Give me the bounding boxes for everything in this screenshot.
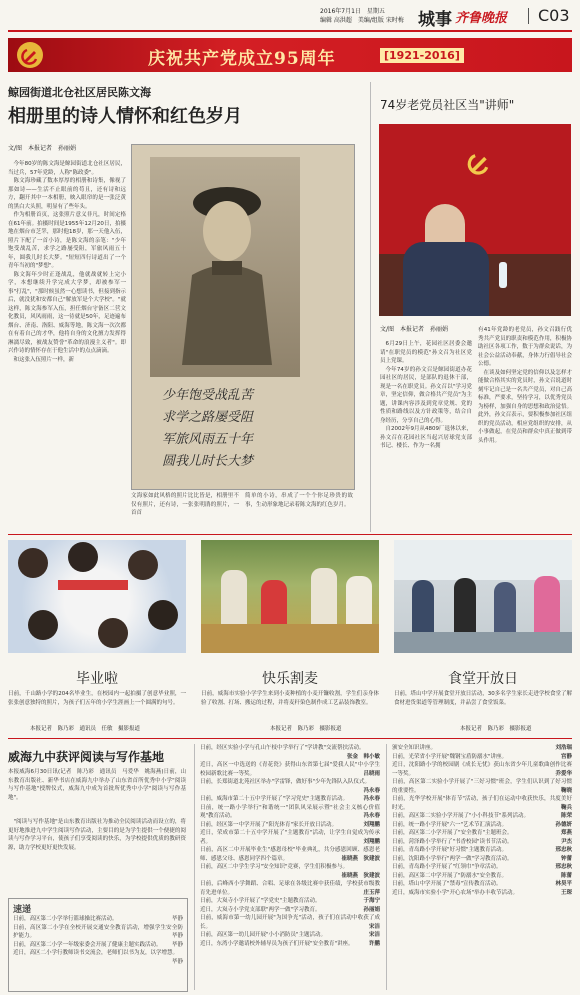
brief-item-author: 孙德妍 xyxy=(555,821,572,828)
photo-text: 日前，塔山中学开展食堂开放日活动，30多名学生家长走进学校食堂了解食材进货渠道等管理制度，并品尝了食堂饭菜。 xyxy=(394,691,572,706)
article-paragraph: 今年80岁的陈文海是鲸园街道北仓社区居民，当过兵，57年党龄，人称"陈政委"。 xyxy=(8,161,126,176)
brief-item xyxy=(200,931,380,940)
brief-item xyxy=(200,897,380,906)
wheat-harvest-photo xyxy=(201,540,379,653)
right-paragraph: 有41年党龄的老党员，孙文召践行优秀共产党员的职责和模范作用，积极协助社区各项工作，数于为群众说话，为社会公益活动奉献，身体力行倡导社会公德。 xyxy=(478,327,572,367)
brief-item-text: 日前，青岛路小学开展"好习惯"主题教育活动。 xyxy=(392,847,508,853)
brief-item-author: 郑燕 xyxy=(560,830,572,836)
photo-credit: 本报记者 陈乃彩 通讯员 任敏 摄影报道 xyxy=(30,726,141,732)
brief-item xyxy=(200,906,380,915)
photo-caption: 文海家如此风格的照片比比皆是，相册里不仅有照片，还有诗，一张张明鹃的照片，一首首 xyxy=(131,493,239,516)
brief-item-text: 日前，威海市第二十五中学开展了"学习党史"主题教育活动。 xyxy=(200,796,349,802)
brief-item-author: 王琛 xyxy=(560,889,572,896)
soldier-portrait-photo xyxy=(131,144,355,490)
brief-item-author: 于海宁 xyxy=(363,898,380,904)
brief-item xyxy=(392,795,572,812)
brief-item-text: 日前，高区二中开展毕业生"感恩母校"毕业典礼，共分感恩回顾、感恩老师、感恩父母、感恩同学四个篇章。 xyxy=(200,847,380,862)
anniversary-banner xyxy=(8,38,572,72)
brief-item-text: 日前，光荣省小学开展"魏钢宝盾防溺水"讲座。 xyxy=(392,753,508,760)
brief-item xyxy=(392,829,572,838)
graduation-photo xyxy=(8,540,186,653)
editor-credits: 编辑 高洪超 美编/组版 宋时梅 xyxy=(320,17,404,24)
brief-item xyxy=(392,761,572,778)
brief-item-author: 许鹏 xyxy=(368,940,380,947)
brief-item-text: 日前，长郑街道北苑社区举办"学雷锋，做好事"少年先锋队入队仪式。 xyxy=(200,779,371,785)
brief-item xyxy=(200,778,380,795)
brief-box-list xyxy=(13,915,183,966)
party-emblem-icon xyxy=(16,41,44,69)
brief-item xyxy=(200,863,380,880)
brief-box-text: 日前，高区第二小学一年级家委会开展了健康主题实践活动。 xyxy=(13,941,162,948)
brief-item-author: 冯永春 xyxy=(363,796,380,802)
brief-item-text: 日前，高区第二小学开展了"安全教育"主题班会。 xyxy=(392,830,513,836)
brief-box-item xyxy=(13,949,183,965)
poem-line: 少年饱受战乱苦 xyxy=(162,388,254,403)
brief-item-text: 日前，光华学校开展"体育节"活动，孩子们在运动中收获快乐，共度美好时光。 xyxy=(392,796,572,811)
article-paragraph: 和这张入伍照片一样，新 xyxy=(13,356,75,363)
brief-item xyxy=(392,821,572,830)
brief-box-text: 日前，高区第二小学举行篮球操比赛活动。 xyxy=(13,916,118,922)
right-col-1 xyxy=(380,340,472,530)
brief-item-author: 孙丽娟 xyxy=(363,906,380,913)
brief-item xyxy=(392,753,572,762)
brief-item-author: 宋洁 xyxy=(368,932,380,938)
brief-item-text: 近日，荣成市第二十五中学开展了"主题教育"活动，让学生自觉成为传承者。 xyxy=(200,830,380,845)
brief-box-item xyxy=(13,924,183,941)
brief-mid-list xyxy=(200,744,380,992)
brief-box-author: 毕静 xyxy=(171,933,183,939)
brief-item xyxy=(200,880,380,897)
brief-item-author: 宋洁 xyxy=(368,923,380,930)
brief-item-text: 日前，高区第一幼儿园开展"小小消防员"主题活动。 xyxy=(200,932,327,938)
brief-item-text: 日前，塔山中学开展了"禁毒"宣传教育活动。 xyxy=(392,881,502,887)
brief-box-author: 毕静 xyxy=(171,941,183,948)
brief-item-author: 鞠晓 xyxy=(560,787,572,794)
handwritten-poem xyxy=(162,385,332,473)
masthead xyxy=(0,0,580,34)
right-byline: 文/图 本报记者 孙丽娟 xyxy=(380,326,449,333)
brief-box-text: 近日，高区二小学行教师读书交流会，老师们以书为友，以学增慧。 xyxy=(13,950,179,956)
brief-item-author: 张金 韩小敏 xyxy=(346,753,380,760)
brief-item-author: 尹杰 xyxy=(560,838,572,845)
brief-headline: 威海九中获评阅读与写作基地 xyxy=(8,750,165,764)
article-paragraph: 陈文海年少时正逢战乱，他就战就转上完小学，本想继续升学完成大学梦，却被参军一事"打乱"，"那时候虽然一心想读书，但接到指示后，就没犹和安都自己"解放军是个大学校"。"就这样，陈文海参军入伍，担任烟台守备区二营文化教员，风风雨雨，这一待就是50年，足迹遍布烟台、济南、洛阳、威海等地，陈文海一次次都在有着自己的才华，他将自身的文化擅力发挥得淋漓尽致，被战友赞誉"革命的浪漫主义者"。即兴作诗的情怀存在于他生活中的点点滴滴。 xyxy=(8,271,126,354)
brief-item xyxy=(392,855,572,864)
brief-item-text: 日前，经区第一中学开展了"阳光体育"家长开放日活动。 xyxy=(200,821,338,828)
brief-box-author: 毕静 xyxy=(171,916,183,922)
brief-item-text: 近日，沈阳路小学的校园剧《成长无忧》获山东省少年儿童歌曲创作比赛一等奖。 xyxy=(392,762,572,777)
brief-item-author: 陈蕾 xyxy=(560,872,572,879)
brief-item xyxy=(200,821,380,830)
article-headline: 相册里的诗人情怀和红色岁月 xyxy=(8,106,242,127)
brief-item xyxy=(392,812,572,821)
article-paragraph: 陈文海珍藏了数本厚厚的相册和诗集，像视了那如诗——生活不止眼前的苟且，还有诗和远方，翻开其中一本相册，映入眼帘的是一张泛黄的黑白大头照，明显有了些年头。 xyxy=(8,178,126,210)
brief-item-text: 日前，统一路小学开展"六一"艺术节汇演活动。 xyxy=(392,821,508,828)
brief-item xyxy=(392,846,572,855)
brief-item xyxy=(200,744,380,761)
right-paragraph: 在谈及如何坚定党的信仰以及怎样才能做合格其实的党员时，孙文召说道时刻牢记自己是一名共产党员，对自己高标准，严要求，坚持学习，以优秀党员为榜样，加强自身的思想和政治觉悟。此外，孙文召表示，要积极参加社区组织的党员活动，相应党组织的安排，从小事做起，在党员和群众中真正做到带头作用。 xyxy=(478,369,572,444)
brief-lead: 本报威海6月30日讯(记者 陈乃彩 通讯员 马爱华 姚海燕)日前，山东教育出版社、新华书店在威海九中举办了山东省首所优秀中小学"阅读与写作基地"授牌仪式，威海九中成为首批所优秀中小学"阅读与写作基地"。 xyxy=(8,769,186,801)
photo-credit: 本报记者 陈乃彩 摄影报道 xyxy=(460,726,532,732)
banner-title: 庆祝共产党成立95周年 xyxy=(148,49,336,69)
brief-item xyxy=(392,889,572,898)
canteen-photo xyxy=(394,540,572,653)
brief-item-author: 崔晓燕 狄建波 xyxy=(341,855,380,862)
brief-item-text: 近日，高区一中选送的《青花瓷》获得山东省第七届"爱我人民"中小学生校园新歌比赛一等奖。 xyxy=(200,762,380,777)
photo-text: 日前，威海市实验小学学生来到小麦种植的小麦开镰收割，学生们亲身体验了收割、打场、搬运的过程，并将麦秆染色制作成工艺品装饰教室。 xyxy=(201,691,379,706)
photo-caption-title: 快乐割麦 xyxy=(262,671,318,687)
brief-item xyxy=(200,940,380,949)
article-kicker: 鲸园街道北仓社区居民陈文海 xyxy=(8,86,151,99)
brief-item-text: 近日，东湾小学邀请校外辅导员为孩子们开展"安全教育"讲座。 xyxy=(200,940,354,947)
brief-item-text: 日前，沈阳路小学举行"两学一做"学习教育活动。 xyxy=(392,855,513,862)
article-paragraph: 作为相册首页，这张照片意义非凡，时间定格在61年前。拍摄时间是1955年12月20日，拍摄地在烟台市芝罘，那时他18岁，那一天他入伍，照片下配了一首小诗，是陈文海的亲笔："少年饱受战乱苦，求学之路屡受阻，军旅风雨五十年，圆我儿时长大梦。"短短四行诗道出了一个青年当初的"梦想"。 xyxy=(8,212,126,269)
brief-item xyxy=(392,838,572,847)
brief-item-text: 日前，威海市第一幼儿园开展"为国争光"活动，孩子们在活动中收获了成长。 xyxy=(200,915,380,930)
brief-item-author: 陈荣 xyxy=(560,813,572,819)
brief-box-author: 毕静 xyxy=(171,958,183,965)
right-headline: 74岁老党员社区当"讲师" xyxy=(380,98,515,112)
brief-item-text: 日前，大岚寺小学开展了"学党史"主题教育活动。 xyxy=(200,898,321,904)
brief-item xyxy=(392,778,572,795)
brief-item-text: 颁安全知识讲座。 xyxy=(392,745,437,751)
brief-item-author: 鞠兵 xyxy=(560,804,572,811)
right-col-2 xyxy=(478,326,572,530)
brief-item xyxy=(200,914,380,931)
brief-item-text: 近日，大岚寺小学党支部联"两学一做"学习教育。 xyxy=(200,906,321,913)
soldier-figure-icon xyxy=(172,165,282,365)
brief-item-author: 崔晓燕 狄建波 xyxy=(341,872,380,879)
brief-item-text: 近日，威海市实验小学"开心农场"举办丰收节活动。 xyxy=(392,889,519,896)
brief-item-text: 日前，统一路小学举行"和谐统一"团队风采展示暨"社会主义核心价值观"教育活动。 xyxy=(200,804,380,819)
right-paragraph: 6月29日上午，花园社区居委会邀请"在职党员的模范"孙文召为社区党员上党课。 xyxy=(380,341,472,364)
photo-caption-title: 食堂开放日 xyxy=(448,671,518,687)
brief-box-text: 日前，高区第二小学在全校开展交通安全教育活动，增强学生安全防护能力。 xyxy=(13,924,183,939)
brief-item-author: 冯永春 xyxy=(363,787,380,794)
photo-caption-cont: 简单的小诗，串成了一个个你足珍贵的故事，生动形象地记录着陈文海的红色岁月。 xyxy=(245,493,353,508)
brief-item xyxy=(200,829,380,846)
brief-item-author: 林昊平 xyxy=(555,881,572,887)
brief-item-text: 日前，后峰西小学舞蹈、合唱、足球在各级比赛中获佳绩，学校获市级教育先进单位。 xyxy=(200,881,380,896)
brief-item xyxy=(200,795,380,804)
right-paragraph: 自2002年9月从4809厂退休以来，孙文召在花园社区当起兴居球党支部书记、楼长、作为一名拥 xyxy=(380,426,472,449)
right-paragraph: 今年74岁的孙文召是鲸园街道办花园社区的居民，是部队的退休干部，现是一名在职党员。孙文召以"学习党章，坚定信仰，做合格共产党员"为主题，讲课内容涉及到党章党规、党的性质和路线以及方针政策等，结合自身经历，分享自己的心得。 xyxy=(380,366,472,424)
article-body xyxy=(8,160,126,530)
paper-logo: 齐鲁晚报 xyxy=(455,11,508,26)
brief-item xyxy=(200,761,380,778)
brief-box-item xyxy=(13,941,183,950)
brief-item xyxy=(200,804,380,821)
brief-item-author: 刘翔鹏 xyxy=(363,821,380,828)
brief-item-text: 日前，青岛路小学开展了"红领巾"争章活动。 xyxy=(392,864,502,870)
page-number: C03 xyxy=(538,6,570,25)
party-flag-icon xyxy=(461,144,497,180)
brief-item-author: 吕晓雨 xyxy=(363,770,380,777)
brief-item-author: 邢忠秋 xyxy=(555,864,572,870)
article-byline: 文/图 本报记者 孙丽娟 xyxy=(8,145,77,152)
poem-line: 求学之路屡受阻 xyxy=(162,410,254,425)
brief-item-text: 日前，经区实验小学与孔山午枝中学举行了"学讲教"交流帮扶活动。 xyxy=(200,745,365,751)
brief-item xyxy=(392,880,572,889)
photo-caption-title: 毕业啦 xyxy=(76,671,118,687)
poem-line: 圆我儿时长大梦 xyxy=(162,454,254,469)
lecture-photo xyxy=(379,124,571,316)
brief-item-author: 钟蕾 xyxy=(560,855,572,862)
section-name: 城事 xyxy=(418,10,452,30)
brief-item-author: 刘浩瑞 xyxy=(555,745,572,751)
photo-credit: 本报记者 陈乃彩 摄影报道 xyxy=(270,726,342,732)
brief-item-author: 刘翔鹏 xyxy=(363,838,380,845)
brief-right-list xyxy=(392,744,572,992)
brief-item-text: 日前，高区第二实验小学开展了"三好习惯"班会，学生们认识到了好习惯的重要性。 xyxy=(392,779,572,794)
brief-item-author: 宫静 xyxy=(560,753,572,760)
brief-item-author: 庄玉萍 xyxy=(363,889,380,896)
brief-box-item xyxy=(13,915,183,924)
brief-item-text: 日前，菏泽路小学举行了"书香校园"读书节活动。 xyxy=(392,838,513,845)
brief-item-author: 冯永春 xyxy=(363,813,380,819)
brief-item xyxy=(392,744,572,753)
brief-box xyxy=(8,898,188,992)
brief-item-text: 日前，高区第二中学开展了"防溺水"安全教育。 xyxy=(392,872,508,879)
brief-body: "阅读与写作基地"是山东教育出版社为推动全民阅读活动而设立的，将更好地推进九中学生阅读写作活动，主要目的是为学生提供一个便捷的阅读与写作学习平台，使孩子们享受阅读的快乐，为学校提供优质的教研资源，助力学校更好更快发展。 xyxy=(8,819,186,851)
brief-item-text: 日前，高区二中学生学习"安全知识"竞赛，学生们积极参与。 xyxy=(200,864,349,870)
issue-date: 2016年7月1日 星期五 xyxy=(320,8,385,15)
brief-item-author: 邢忠秋 xyxy=(555,847,572,853)
brief-item xyxy=(200,846,380,863)
photo-text: 日前，千山路小学的204名毕业生，在校园内一起拍摄了创意毕业照，一张张创意独特的照片，为孩子们五年的小学生涯画上一个圆满的句号。 xyxy=(8,691,186,706)
poem-line: 军旅风雨五十年 xyxy=(162,432,254,447)
brief-item-text: 日前，高区第二实验小学开展了"小小科技节"系列活动。 xyxy=(392,813,530,819)
brief-item xyxy=(392,863,572,872)
brief-item-author: 乔爱华 xyxy=(555,770,572,777)
brief-item xyxy=(392,872,572,881)
banner-years: [1921-2016] xyxy=(380,48,464,63)
brief-box-title: 速递 xyxy=(13,905,32,915)
